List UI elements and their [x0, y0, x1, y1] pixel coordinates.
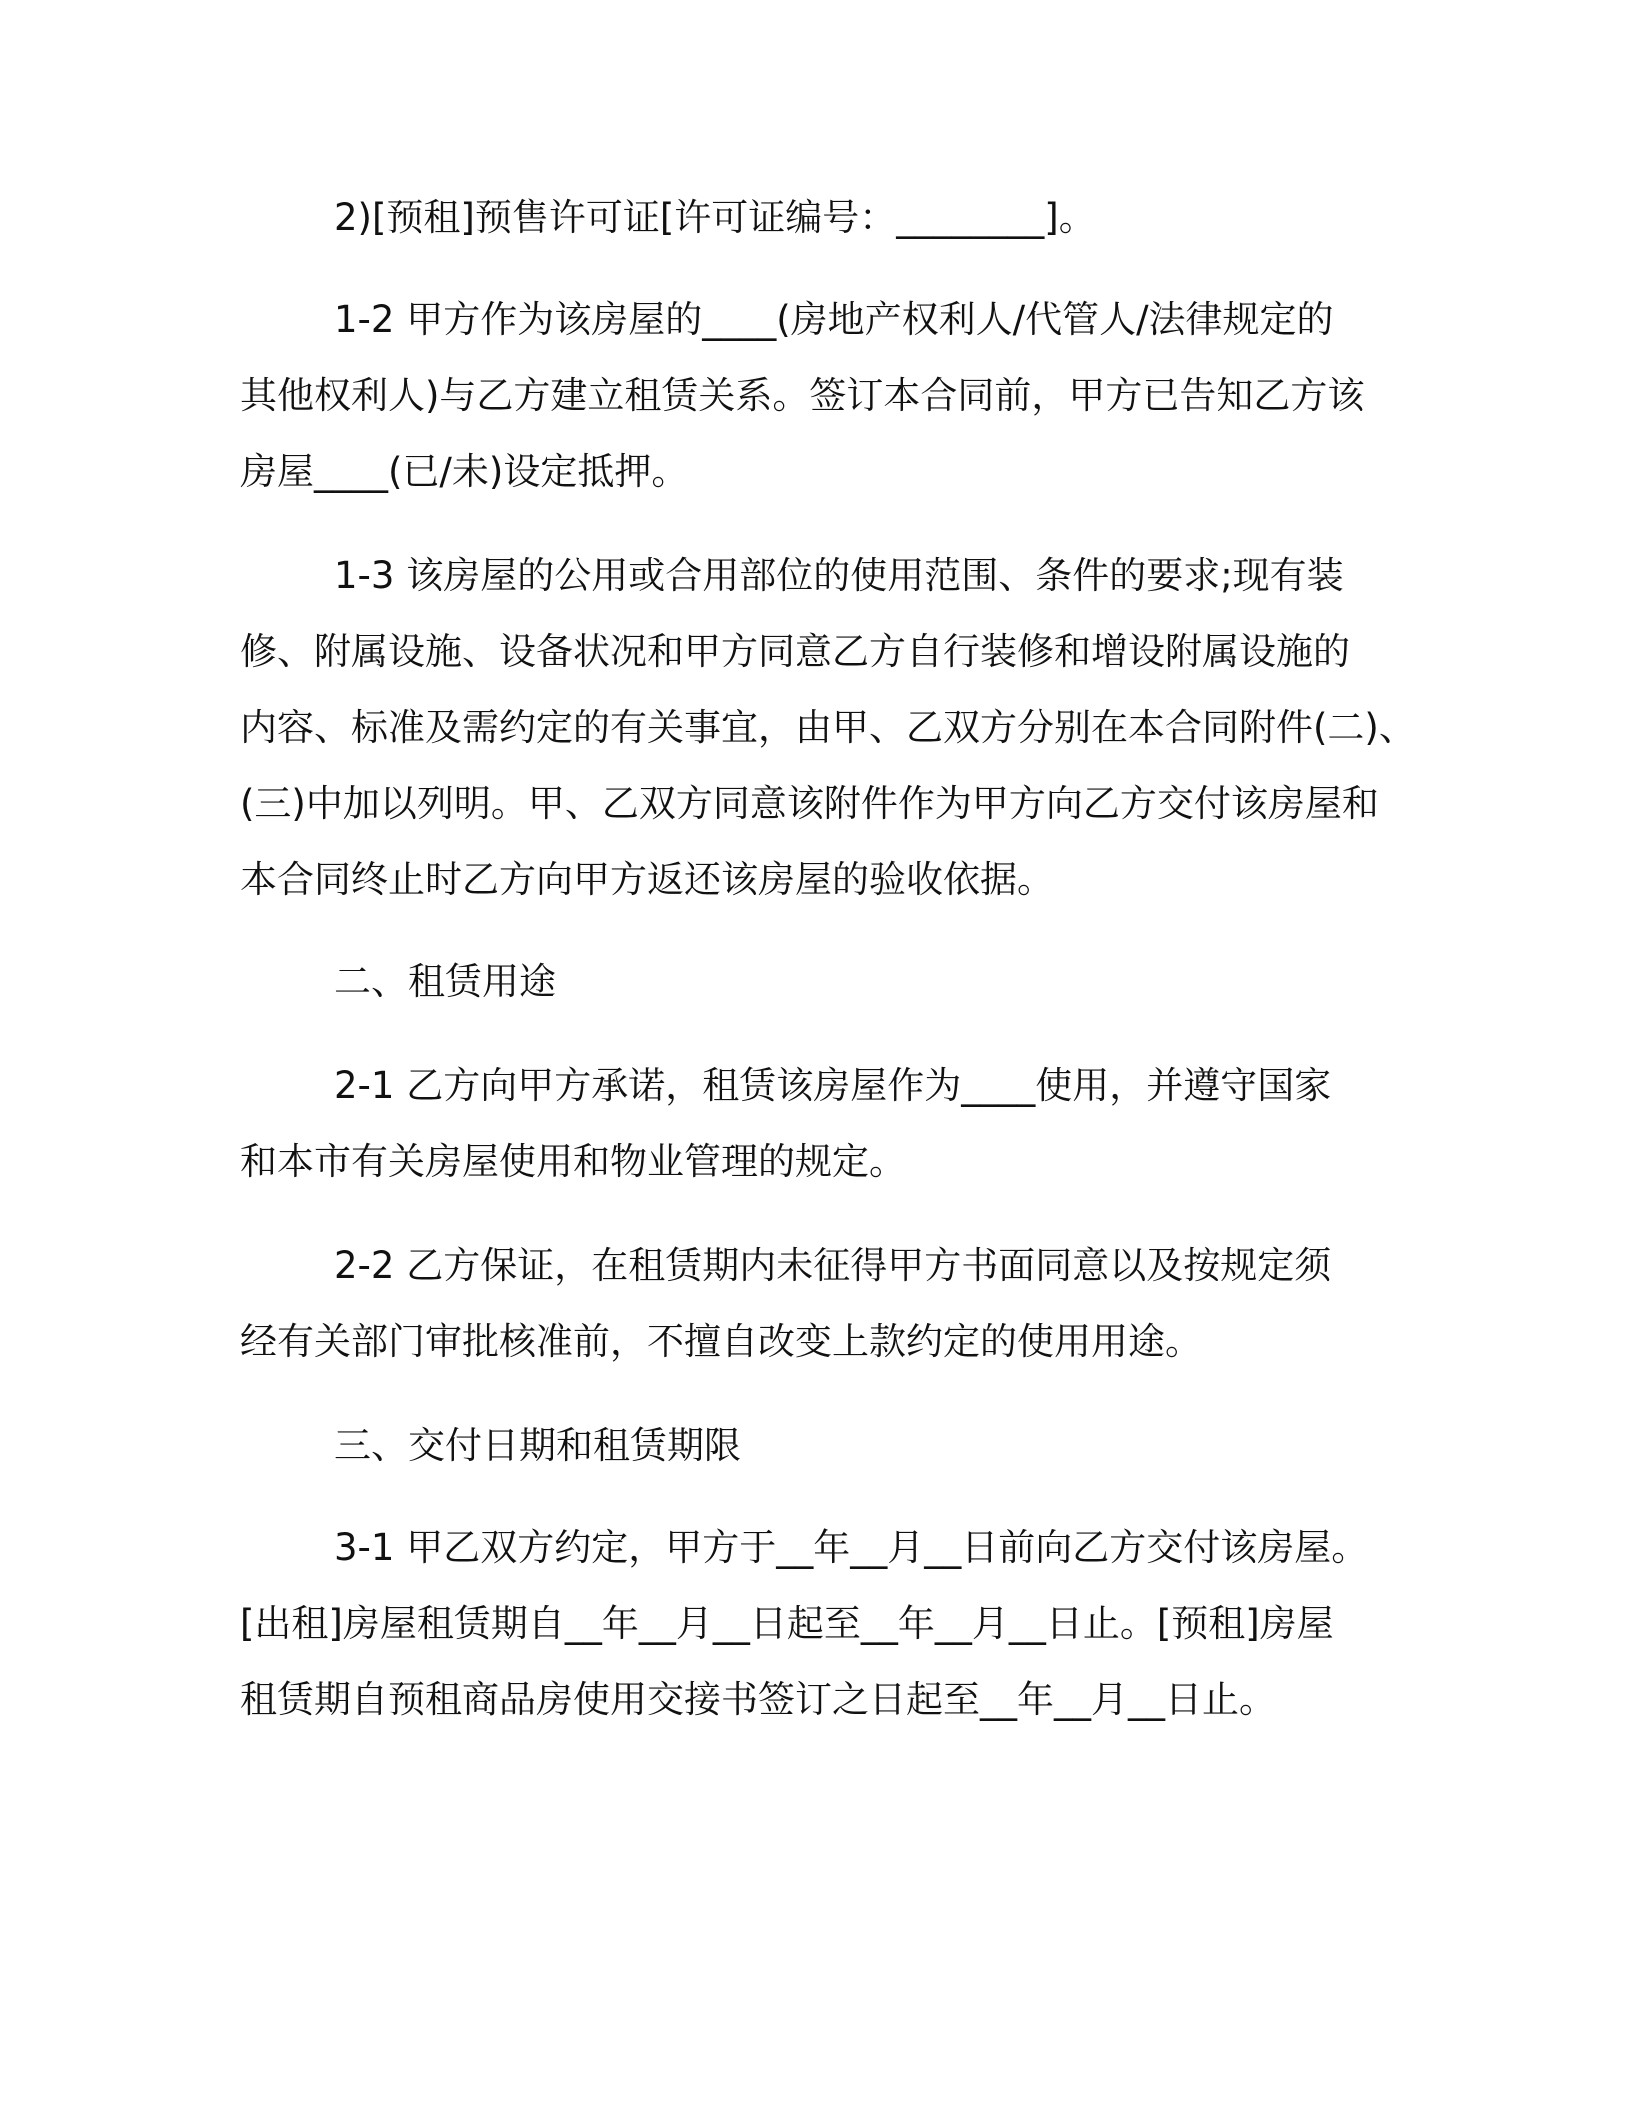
clause-2-1-line: 2-1 乙方向甲方承诺，租赁该房屋作为____使用，并遵守国家: [334, 1064, 1332, 1107]
section-heading: 二、租赁用途: [334, 960, 556, 1003]
text-line: 2)[预租]预售许可证[许可证编号：________]。: [334, 196, 1096, 239]
text-line: [出租]房屋租赁期自__年__月__日起至__年__月__日止。[预租]房屋: [240, 1602, 1334, 1645]
clause-1-3-line: 1-3 该房屋的公用或合用部位的使用范围、条件的要求;现有装: [334, 554, 1344, 597]
text-line: 本合同终止时乙方向甲方返还该房屋的验收依据。: [240, 858, 1054, 901]
text-line: 修、附属设施、设备状况和甲方同意乙方自行装修和增设附属设施的: [240, 630, 1350, 673]
section-heading: 三、交付日期和租赁期限: [334, 1424, 741, 1467]
text-line: 房屋____(已/未)设定抵押。: [240, 450, 689, 493]
text-line: 内容、标准及需约定的有关事宜，由甲、乙双方分别在本合同附件(二)、: [240, 706, 1416, 749]
text-line: 经有关部门审批核准前，不擅自改变上款约定的使用用途。: [240, 1320, 1202, 1363]
text-line: (三)中加以列明。甲、乙双方同意该附件作为甲方向乙方交付该房屋和: [240, 782, 1379, 825]
text-line: 其他权利人)与乙方建立租赁关系。签订本合同前，甲方已告知乙方该: [240, 374, 1365, 417]
clause-3-1-line: 3-1 甲乙双方约定，甲方于__年__月__日前向乙方交付该房屋。: [334, 1526, 1369, 1569]
clause-1-2-line: 1-2 甲方作为该房屋的____(房地产权利人/代管人/法律规定的: [334, 298, 1334, 341]
text-line: 租赁期自预租商品房使用交接书签订之日起至__年__月__日止。: [240, 1678, 1276, 1721]
text-line: 和本市有关房屋使用和物业管理的规定。: [240, 1140, 906, 1183]
clause-2-2-line: 2-2 乙方保证，在租赁期内未征得甲方书面同意以及按规定须: [334, 1244, 1332, 1287]
